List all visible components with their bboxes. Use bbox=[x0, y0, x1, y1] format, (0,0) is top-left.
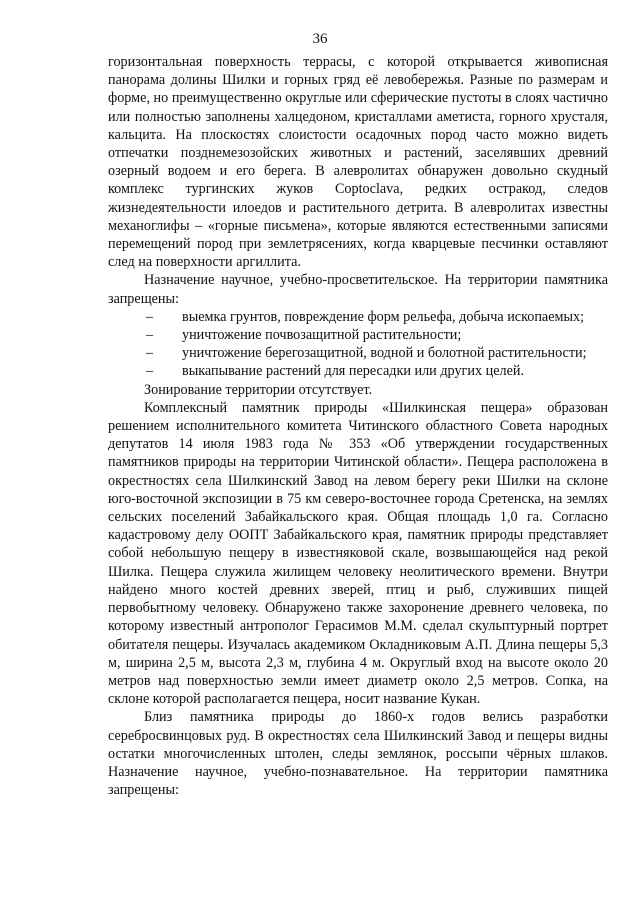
bullet-dash: – bbox=[146, 345, 154, 362]
paragraph-mining: Близ памятника природы до 1860-х годов велись разработки серебросвинцовых руд. В окрестностях села Шилкинский Завод и пещеры видны остатки многочисленных штолен, следы землянок, россыпи чёрных шлаков. Назначение научное, учебно-познавательное. На территории памятника запрещены: bbox=[108, 709, 608, 799]
page-body bbox=[108, 53, 608, 799]
prohibition-item bbox=[108, 344, 608, 362]
bullet-dash: – bbox=[146, 308, 154, 325]
paragraph-terrace: горизонтальная поверхность террасы, с которой открывается живописная панорама долины Шилки и горных гряд её левобережья. Разные по размерам и форме, но преимущественно округлые или сферические пустоты в слоях частично или полностью заполнены халцедоном, кристаллами аметиста, горного хрусталя, кальцита. На плоскостях слоистости осадочных пород часто можно видеть отпечатки позднемезозойских животных и растений, заселявших древний озерный водоем и его берега. В алевролитах обнаружен довольно скудный комплекс тургинских жуков Coptoclava, редких остракод, следов жизнедеятельности илоедов и растительного детрита. В алевролитах известны механоглифы – «горные письмена», которые являются естественными записями перемещений пород при землетрясениях, когда кварцевые песчинки оставляют след на поверхности аргиллита. bbox=[108, 54, 608, 271]
prohibition-item bbox=[108, 362, 608, 380]
page-number: 36 bbox=[312, 31, 328, 47]
prohibition-text: выемка грунтов, повреждение форм рельефа, добыча ископаемых; bbox=[182, 308, 585, 325]
prohibition-text: уничтожение почвозащитной растительности; bbox=[182, 327, 462, 344]
prohibition-item bbox=[108, 308, 608, 326]
bullet-dash: – bbox=[146, 363, 154, 380]
paragraph-purpose-1: Назначение научное, учебно-просветительское. На территории памятника запрещены: bbox=[108, 272, 608, 307]
paragraph-zoning: Зонирование территории отсутствует. bbox=[144, 381, 373, 398]
paragraph-cave: Комплексный памятник природы «Шилкинская пещера» образован решением исполнительного комитета Читинского областного Совета народных депутатов 14 июля 1983 года № 353 «Об утверждении государственных памятников природы на территории Читинской области». Пещера расположена в окрестностях села Шилкинский Завод на левом берегу реки Шилки на склоне юго-восточной экспозиции в 75 км северо-восточнее города Сретенска, на землях сельских поселений Забайкальского края. Общая площадь 1,0 га. Согласно кадастровому делу ООПТ Забайкальского края, памятник природы представляет собой небольшую пещеру в известняковой скале, возвышающейся над рекой Шилка. Пещера служила жилищем человеку неолитического времени. Внутри найдено много костей древних зверей, птиц и рыб, служивших пищей первобытному человеку. Обнаружено также захоронение древнего человека, по которому известный антрополог Герасимов М.М. сделал скульптурный портрет обитателя пещеры. Изучалась академиком Окладниковым А.П. Длина пещеры 5,3 м, ширина 2,5 м, высота 2,3 м, глубина 4 м. Округлый вход на высоте около 20 метров над поверхностью земли имеет диаметр около 2,5 метров. Сопка, на склоне которой располагается пещера, носит название Кукан. bbox=[108, 399, 608, 708]
bullet-dash: – bbox=[146, 327, 154, 344]
prohibition-item bbox=[108, 326, 608, 344]
prohibition-text: уничтожение берегозащитной, водной и болотной растительности; bbox=[182, 345, 587, 362]
prohibition-text: выкапывание растений для пересадки или других целей. bbox=[182, 363, 525, 380]
